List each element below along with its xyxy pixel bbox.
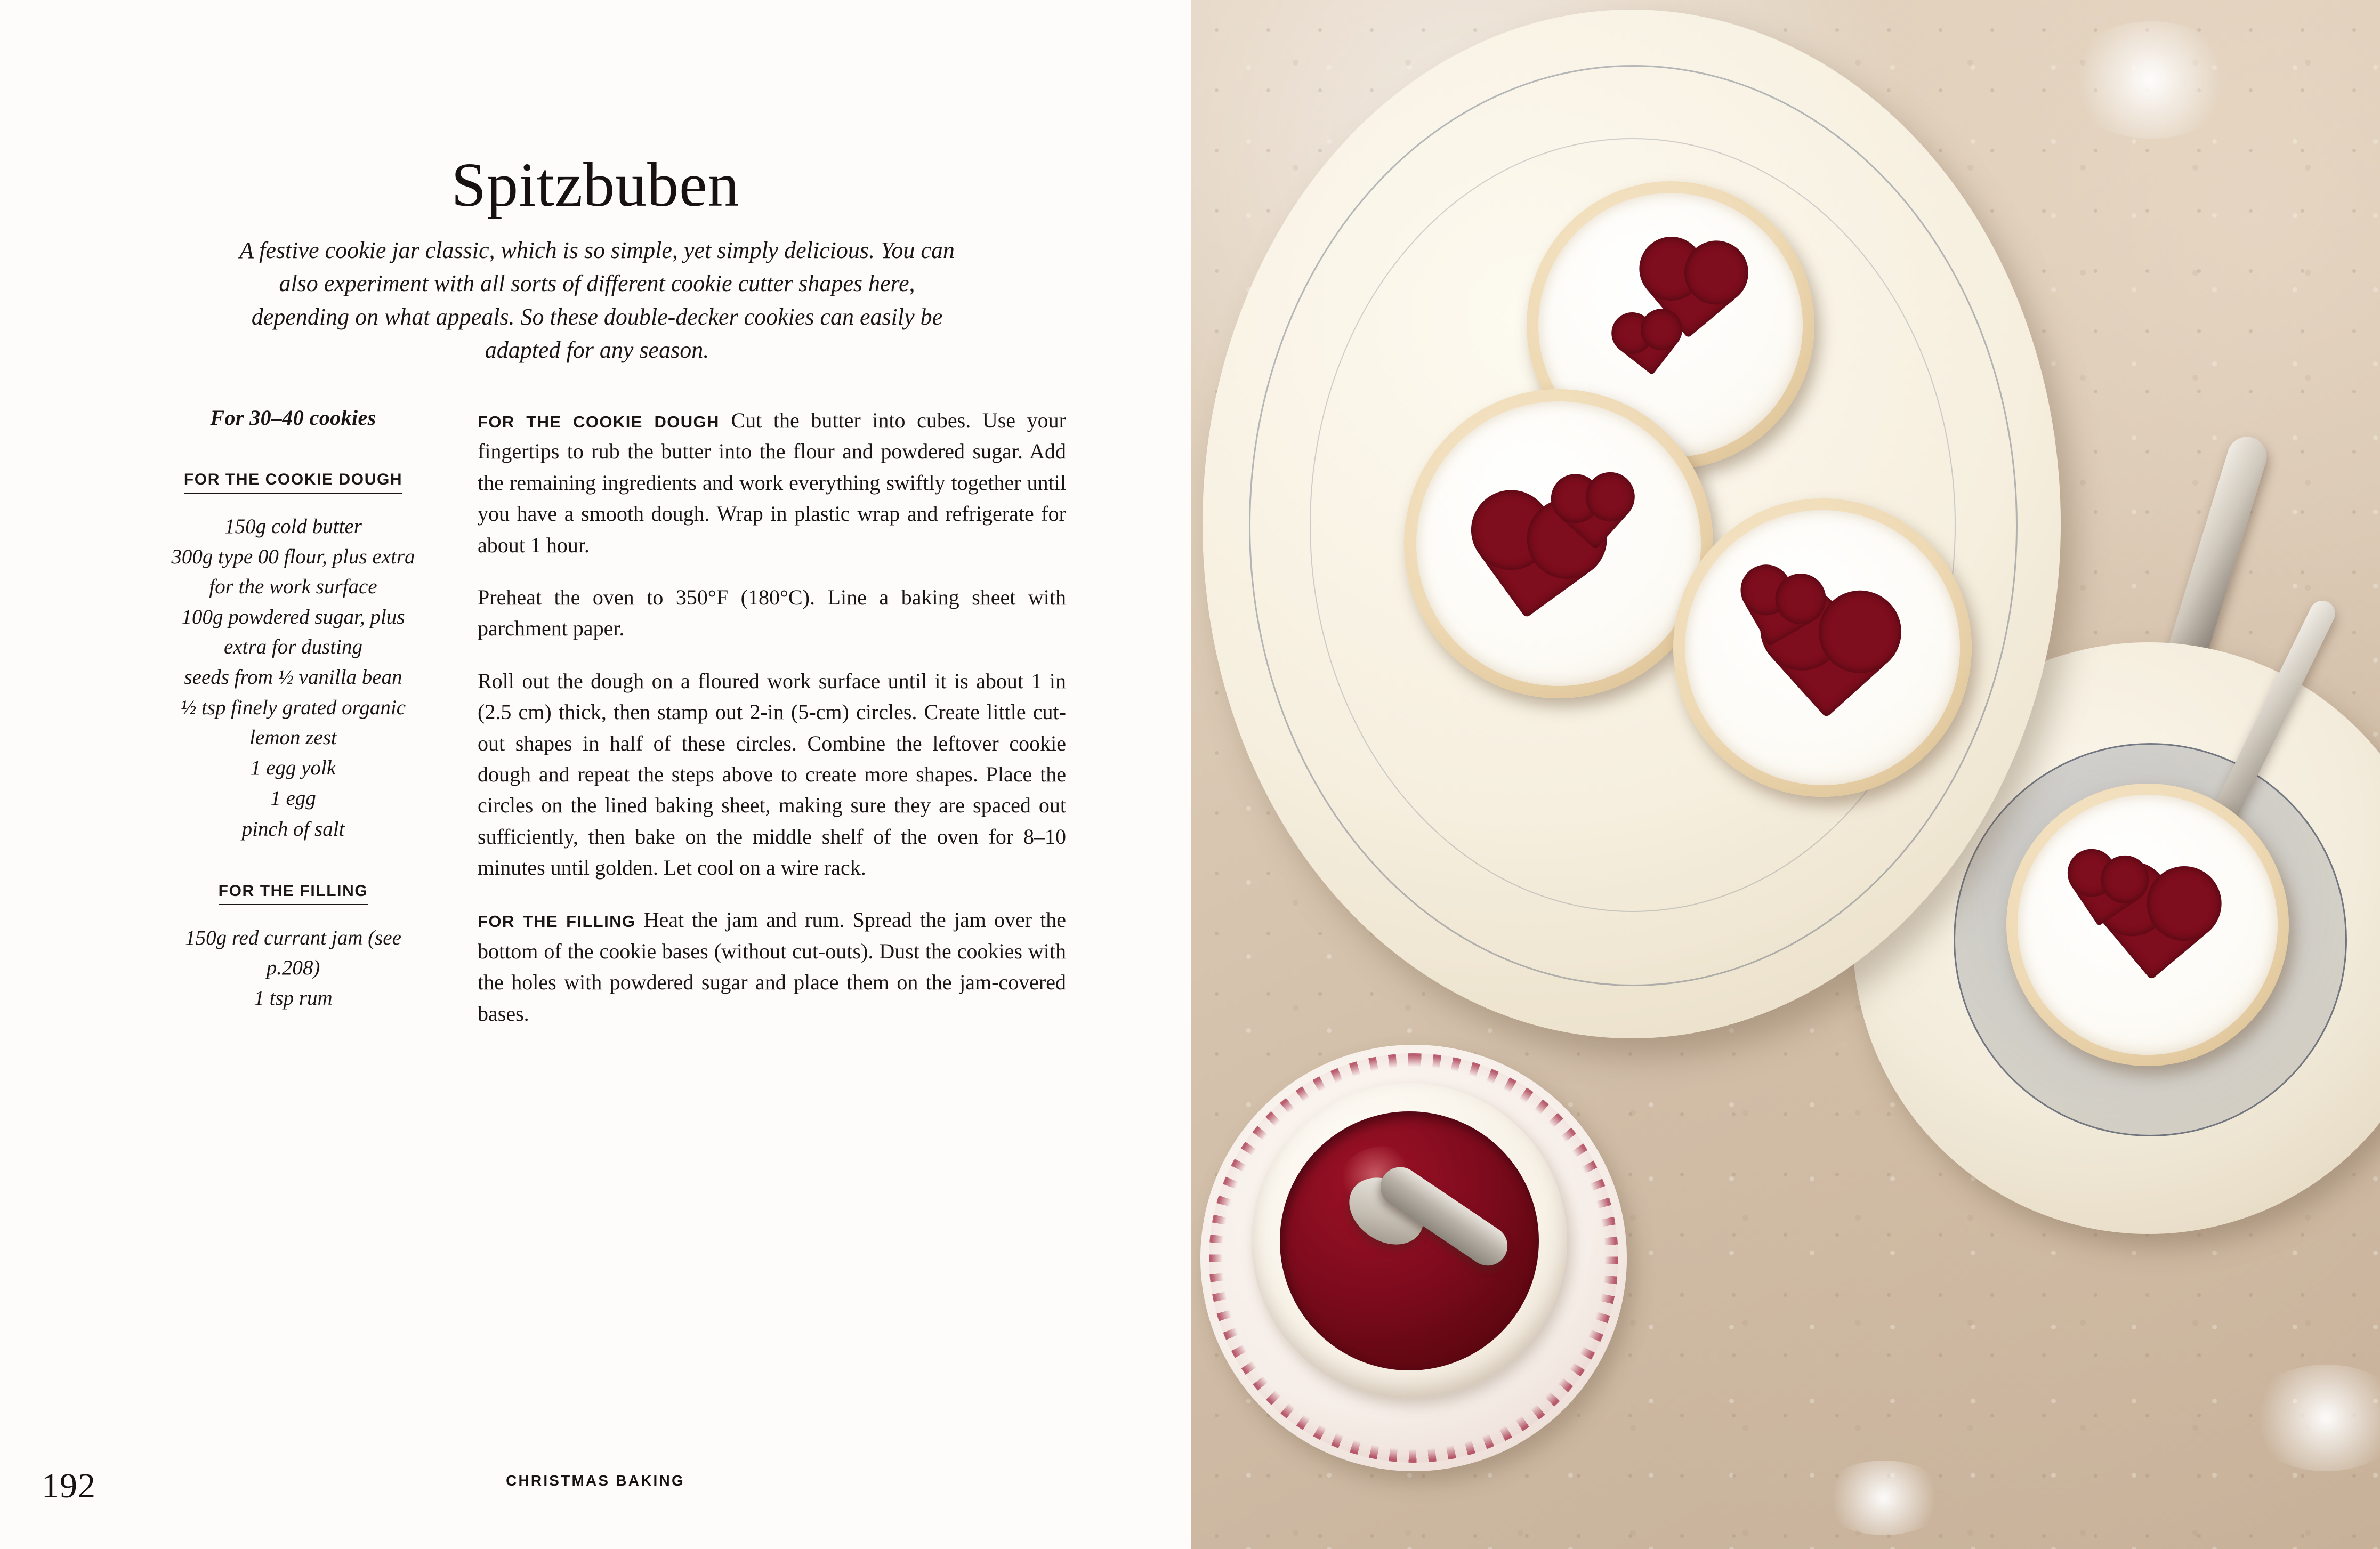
sugar-dust-spot xyxy=(2065,21,2236,139)
ingredients-column xyxy=(160,405,426,1051)
method-paragraph xyxy=(478,905,1066,1029)
recipe-intro: A festive cookie jar classic, which is so simple, yet simply delicious. You can also experiment with all sorts of different cookie cutter shapes here, depending on what appeals. So these double-decker cookies can easily be adapted for any season. xyxy=(239,237,955,364)
list-item: pinch of salt xyxy=(241,817,345,841)
recipe-yield: For 30–40 cookies xyxy=(210,406,376,430)
ingredient-list xyxy=(160,923,426,1013)
method-text: Cut the butter into cubes. Use your fingertips to rub the butter into the flour and powdered sugar. Add the remaining ingredients and work everything swiftly together until you have a smooth dough. Wrap in plastic wrap and refrigerate for about 1 hour. xyxy=(478,408,1066,557)
method-text: Preheat the oven to 350°F (180°C). Line a baking sheet with parchment paper. xyxy=(478,585,1066,641)
ingredient-group-heading: FOR THE COOKIE DOUGH xyxy=(184,471,402,494)
list-item: 1 tsp rum xyxy=(254,986,333,1010)
method-paragraph xyxy=(478,582,1066,644)
list-item: seeds from ½ vanilla bean xyxy=(184,665,402,689)
method-run-in-heading: FOR THE COOKIE DOUGH xyxy=(478,413,720,431)
chapter-running-head: CHRISTMAS BAKING xyxy=(506,1472,685,1489)
method-text: Heat the jam and rum. Spread the jam over the bottom of the cookie bases (without cut-outs). Dust the cookies with the holes with powdered sugar and place them on the jam-covered bases. xyxy=(478,908,1067,1026)
method-column xyxy=(478,405,1066,1051)
list-item: 100g powdered sugar, plus extra for dusting xyxy=(181,606,405,658)
list-item: 1 egg xyxy=(270,787,316,810)
page-number: 192 xyxy=(42,1466,96,1505)
spitzbuben-cookie xyxy=(1673,498,1972,797)
list-item: 150g cold butter xyxy=(224,515,362,538)
method-paragraph xyxy=(478,666,1066,884)
ingredient-list xyxy=(160,512,426,844)
red-transferware-plate xyxy=(1200,1045,1627,1471)
ingredient-group-heading: FOR THE FILLING xyxy=(219,882,368,905)
method-paragraph xyxy=(478,405,1066,561)
sugar-dust-spot xyxy=(1820,1461,1948,1535)
spitzbuben-cookie xyxy=(2006,784,2289,1066)
ingredient-group-dough xyxy=(160,471,426,844)
list-item: 150g red currant jam (see p.208) xyxy=(185,926,401,979)
method-text: Roll out the dough on a floured work surface until it is about 1 in (2.5 cm) thick, then stamp out 2-in (5-cm) circles. Create little cut-out shapes in half of these circles. Combine the leftover cookie dough and repeat the steps above to create more shapes. Place the circles on the lined baking sheet, making sure they are spaced out sufficiently, then bake on the middle shelf of the oven for 8–10 minutes until golden. Let cool on a wire rack. xyxy=(478,668,1066,880)
jam-bowl xyxy=(1252,1083,1567,1399)
list-item: ½ tsp finely grated organic lemon zest xyxy=(180,696,406,749)
ingredient-group-filling xyxy=(160,882,426,1013)
list-item: 1 egg yolk xyxy=(250,756,336,779)
method-run-in-heading: FOR THE FILLING xyxy=(478,912,636,931)
list-item: 300g type 00 flour, plus extra for the work surface xyxy=(171,545,415,598)
recipe-photograph xyxy=(1191,0,2380,1549)
page-title: Spitzbuben xyxy=(451,150,740,220)
recipe-body xyxy=(160,405,1066,1051)
